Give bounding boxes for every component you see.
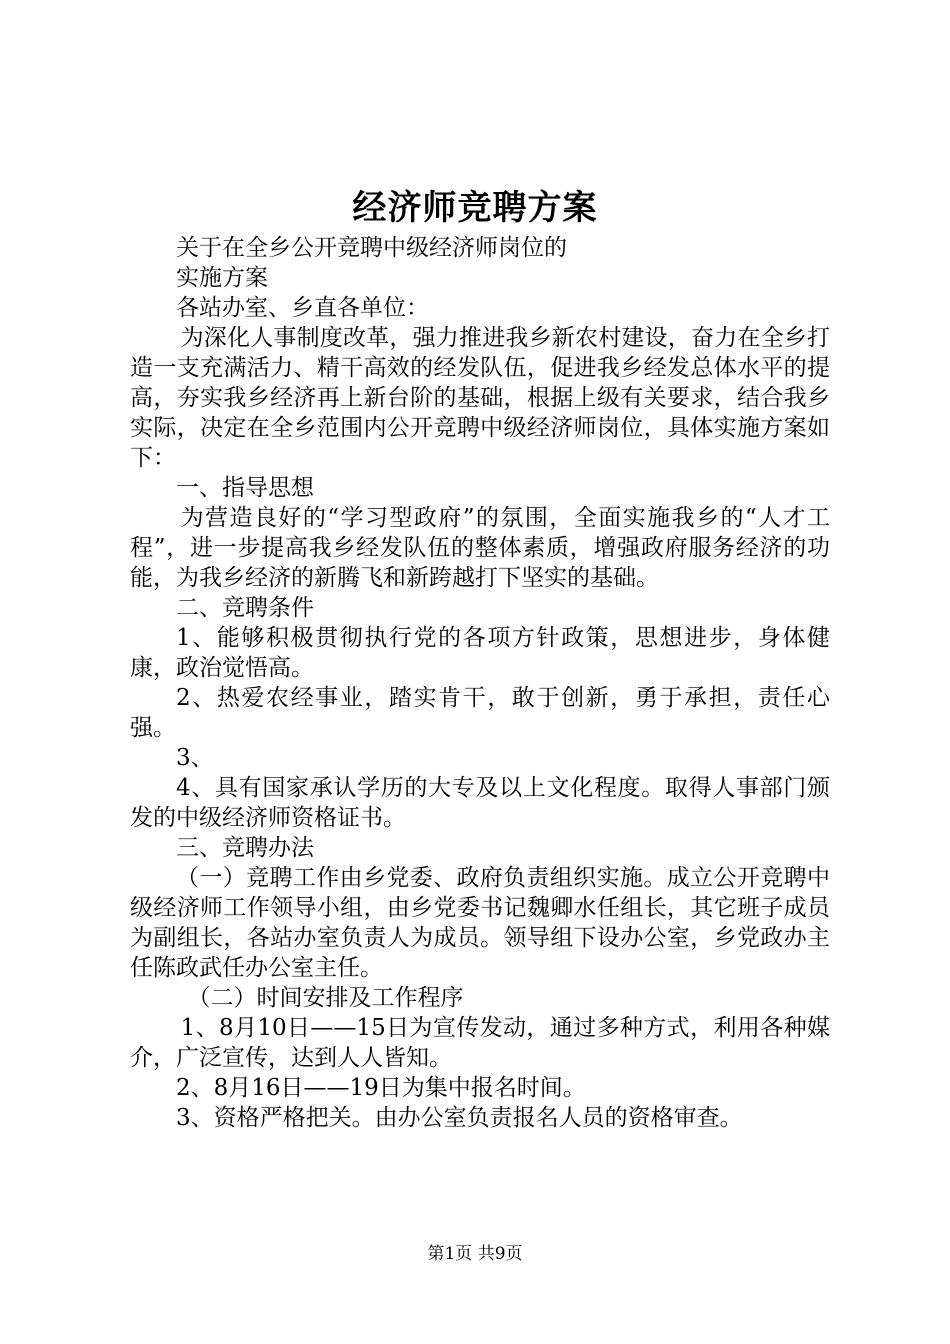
page-number-footer: 第1页 共9页 — [427, 1244, 523, 1264]
guiding-thought-paragraph: 为营造良好的“学习型政府”的氛围，全面实施我乡的“人才工程”，进一步提高我乡经发队伍的整体素质，增强政府服务经济的功能，为我乡经济的新腾飞和新跨越打下坚实的基础。 — [130, 505, 830, 591]
subtitle-line-1: 关于在全乡公开竞聘中级经济师岗位的 — [176, 235, 567, 261]
schedule-item-2: 2、8月16日——19日为集中报名时间。 — [176, 1075, 586, 1101]
section-heading-conditions: 二、竞聘条件 — [176, 595, 314, 621]
section-heading-guiding-thought: 一、指导思想 — [176, 475, 314, 501]
intro-paragraph: 为深化人事制度改革，强力推进我乡新农村建设，奋力在全乡打造一支充满活力、精干高效的经发队伍，促进我乡经发总体水平的提高，夯实我乡经济再上新台阶的基础，根据上级有关要求，结合我乡实际，决定在全乡范围内公开竞聘中级经济师岗位，具体实施方案如下： — [130, 325, 830, 471]
condition-item-2: 2、热爱农经事业，踏实肯干，敢于创新，勇于承担，责任心强。 — [130, 685, 830, 741]
subtitle-line-2: 实施方案 — [176, 265, 268, 291]
condition-item-4: 4、具有国家承认学历的大专及以上文化程度。取得人事部门颁发的中级经济师资格证书。 — [130, 775, 830, 831]
condition-item-3: 3、 — [176, 745, 214, 771]
document-title: 经济师竞聘方案 — [352, 188, 598, 228]
salutation: 各站办室、乡直各单位： — [176, 295, 429, 321]
subsection-heading-schedule: （二）时间安排及工作程序 — [187, 985, 464, 1011]
schedule-item-1: 1、8月10日——15日为宣传发动，通过多种方式，利用各种媒介，广泛宣传，达到人人皆知。 — [130, 1015, 830, 1071]
document-body — [130, 233, 830, 1133]
method-paragraph-1: （一）竞聘工作由乡党委、政府负责组织实施。成立公开竞聘中级经济师工作领导小组，由乡党委书记魏卿水任组长，其它班子成员为副组长，各站办室负责人为成员。领导组下设办公室，乡党政办主任陈政武任办公室主任。 — [130, 865, 830, 981]
condition-item-1: 1、能够积极贯彻执行党的各项方针政策，思想进步，身体健康，政治觉悟高。 — [130, 625, 830, 681]
section-heading-method: 三、竞聘办法 — [176, 835, 314, 861]
schedule-item-3: 3、资格严格把关。由办公室负责报名人员的资格审查。 — [176, 1105, 743, 1131]
